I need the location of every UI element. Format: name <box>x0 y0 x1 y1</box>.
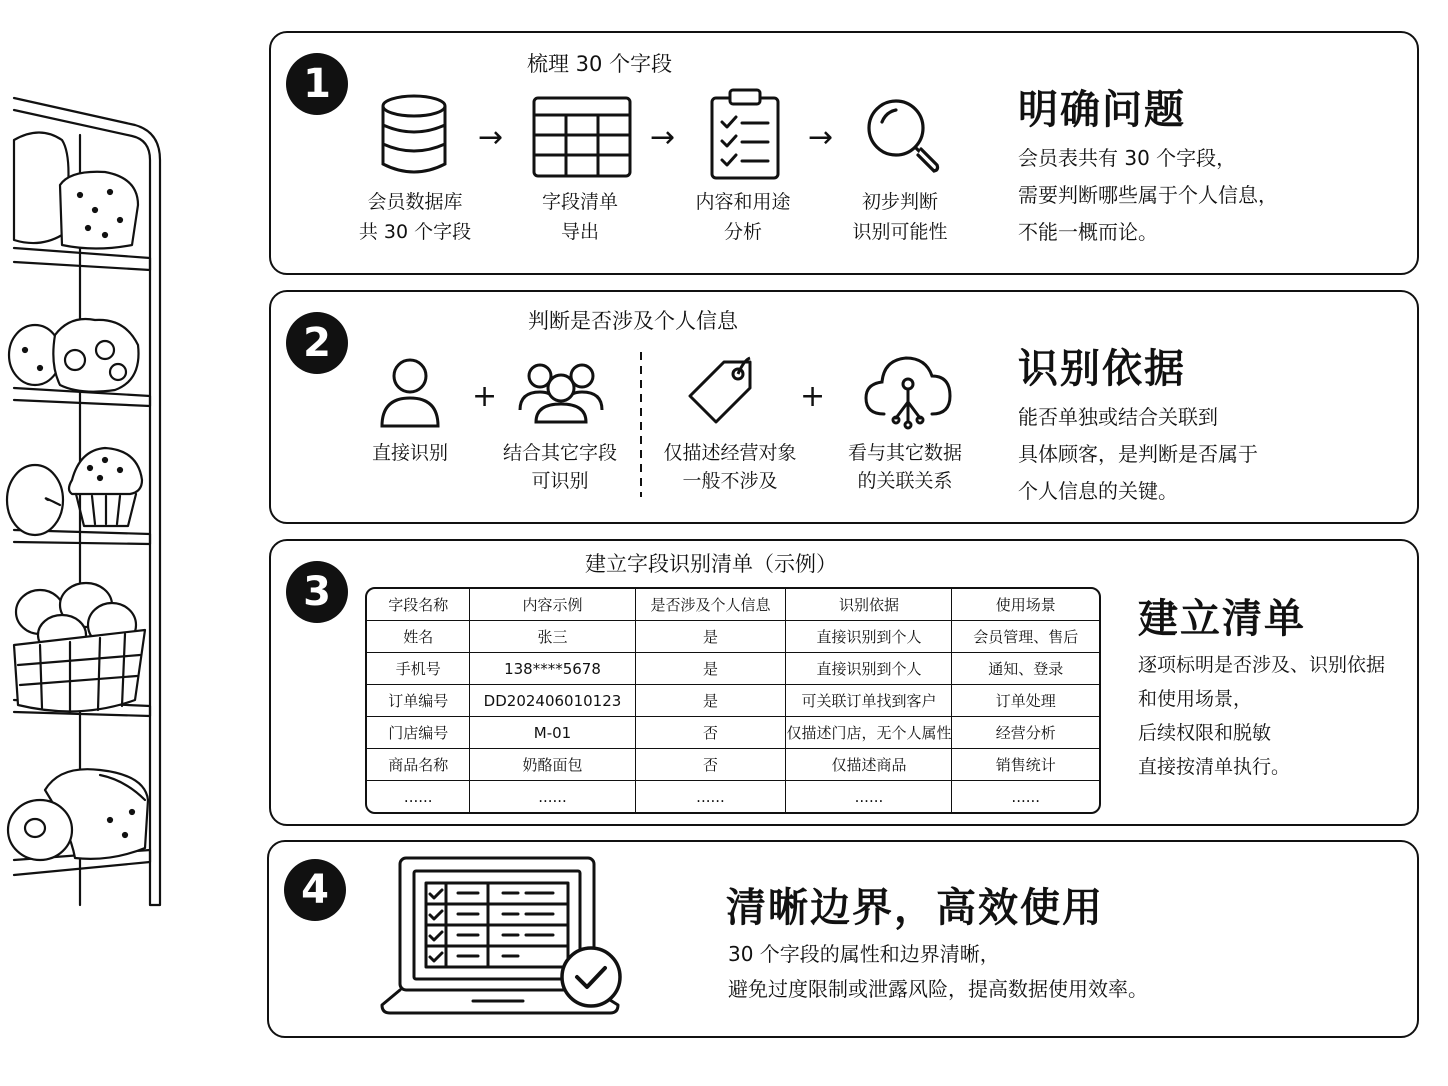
step1-arrow-2: → <box>650 120 676 155</box>
step2-heading: 识别依据 <box>1018 346 1186 392</box>
header-cell: 是否涉及个人信息 <box>636 589 787 621</box>
step1-item-2-line2: 导出 <box>560 221 599 243</box>
step2-item-4-line2: 的关联关系 <box>857 470 953 492</box>
header-cell: 识别依据 <box>786 589 952 621</box>
check-circle-icon <box>558 944 624 1010</box>
step3-desc-1: 逐项标明是否涉及、识别依据 <box>1138 654 1386 676</box>
table-cell: M-01 <box>470 717 635 749</box>
step2-item-1-line1: 直接识别 <box>371 442 448 464</box>
step3-desc-3: 后续权限和脱敏 <box>1138 722 1272 744</box>
spreadsheet-icon <box>532 96 632 178</box>
table-cell: ...... <box>367 781 470 812</box>
step1-item-2-line1: 字段清单 <box>541 191 618 213</box>
step1-heading: 明确问题 <box>1018 87 1186 133</box>
table-cell: 是 <box>636 621 787 653</box>
step4-desc-2: 避免过度限制或泄露风险，提高数据使用效率。 <box>728 977 1148 1001</box>
step2-item-2-line2: 可识别 <box>531 470 589 492</box>
table-cell: 否 <box>636 717 787 749</box>
step2-plus-1: + <box>472 379 498 414</box>
table-header-row <box>367 589 1099 621</box>
table-cell: ...... <box>636 781 787 812</box>
step3-heading: 建立清单 <box>1138 596 1306 642</box>
step2-item-3-line2: 一般不涉及 <box>682 470 778 492</box>
person-icon <box>378 356 442 430</box>
step3-badge: 3 <box>286 561 348 623</box>
step1-item-1-line2: 共 30 个字段 <box>358 221 472 243</box>
step2-item-4-line1: 看与其它数据 <box>847 442 962 464</box>
table-cell: 订单编号 <box>367 685 470 717</box>
step3-desc-2: 和使用场景， <box>1138 688 1253 710</box>
step1-arrow-1: → <box>478 120 504 155</box>
table-row <box>367 717 1099 749</box>
step1-item-1-line1: 会员数据库 <box>367 191 463 213</box>
tag-icon <box>684 356 756 428</box>
step2-badge: 2 <box>286 312 348 374</box>
magnifier-icon <box>864 96 944 176</box>
table-cell: 商品名称 <box>367 749 470 781</box>
table-cell: 直接识别到个人 <box>786 653 952 685</box>
step2-item-3-line1: 仅描述经营对象 <box>663 442 797 464</box>
cloud-network-icon <box>862 352 954 430</box>
table-cell: ...... <box>470 781 635 812</box>
bakery-shelf-illustration <box>0 90 175 920</box>
table-cell: 奶酪面包 <box>470 749 635 781</box>
table-cell: 门店编号 <box>367 717 470 749</box>
table-cell: 仅描述门店，无个人属性 <box>786 717 952 749</box>
table-cell: 订单处理 <box>952 685 1099 717</box>
table-cell: 可关联订单找到客户 <box>786 685 952 717</box>
step1-desc-1: 会员表共有 30 个字段， <box>1018 146 1237 170</box>
step2-desc-3: 个人信息的关键。 <box>1018 479 1178 503</box>
step2-subtitle: 判断是否涉及个人信息 <box>528 309 738 333</box>
step2-plus-2: + <box>800 379 826 414</box>
table-cell: 直接识别到个人 <box>786 621 952 653</box>
group-icon <box>518 360 604 424</box>
table-cell: 张三 <box>470 621 635 653</box>
table-cell: ...... <box>786 781 952 812</box>
table-row <box>367 781 1099 812</box>
step4-badge: 4 <box>284 859 346 921</box>
step1-arrow-3: → <box>808 120 834 155</box>
step2-desc-2: 具体顾客，是判断是否属于 <box>1018 442 1258 466</box>
table-cell: 手机号 <box>367 653 470 685</box>
table-row <box>367 685 1099 717</box>
table-cell: 否 <box>636 749 787 781</box>
step2-desc-1: 能否单独或结合关联到 <box>1018 405 1218 429</box>
table-cell: 通知、登录 <box>952 653 1099 685</box>
header-cell: 使用场景 <box>952 589 1099 621</box>
step1-subtitle: 梳理 30 个字段 <box>527 52 673 76</box>
step1-desc-2: 需要判断哪些属于个人信息， <box>1018 183 1278 207</box>
table-cell: ...... <box>1011 787 1041 806</box>
header-cell: 字段名称 <box>367 589 470 621</box>
header-cell: 内容示例 <box>470 589 635 621</box>
table-row <box>367 653 1099 685</box>
table-cell: 138****5678 <box>470 653 635 685</box>
step1-item-3-line2: 分析 <box>723 221 762 243</box>
database-icon <box>378 92 450 178</box>
table-cell: 会员管理、售后 <box>952 621 1099 653</box>
step2-item-2-line1: 结合其它字段 <box>502 442 617 464</box>
table-row <box>367 749 1099 781</box>
table-cell: 是 <box>636 653 787 685</box>
step1-item-3-line1: 内容和用途 <box>695 191 791 213</box>
step1-badge: 1 <box>286 53 348 115</box>
step1-item-4-line2: 识别可能性 <box>852 221 948 243</box>
table-row <box>367 621 1099 653</box>
step3-table-title: 建立字段识别清单（示例） <box>585 552 837 576</box>
table-cell: 经营分析 <box>952 717 1099 749</box>
table-cell: 姓名 <box>367 621 470 653</box>
clipboard-checklist-icon <box>708 86 782 180</box>
table-cell: 是 <box>636 685 787 717</box>
table-cell: 仅描述商品 <box>786 749 952 781</box>
step1-desc-3: 不能一概而论。 <box>1018 220 1158 244</box>
step4-heading: 清晰边界，高效使用 <box>726 885 1104 931</box>
step3-desc-4: 直接按清单执行。 <box>1138 756 1291 778</box>
table-cell: 销售统计 <box>952 749 1099 781</box>
field-identification-table <box>365 587 1101 814</box>
table-cell: DD202406010123 <box>470 685 635 717</box>
divider-dashed <box>638 352 644 497</box>
step1-item-4-line1: 初步判断 <box>861 191 938 213</box>
step4-desc-1: 30 个字段的属性和边界清晰， <box>728 942 1000 966</box>
